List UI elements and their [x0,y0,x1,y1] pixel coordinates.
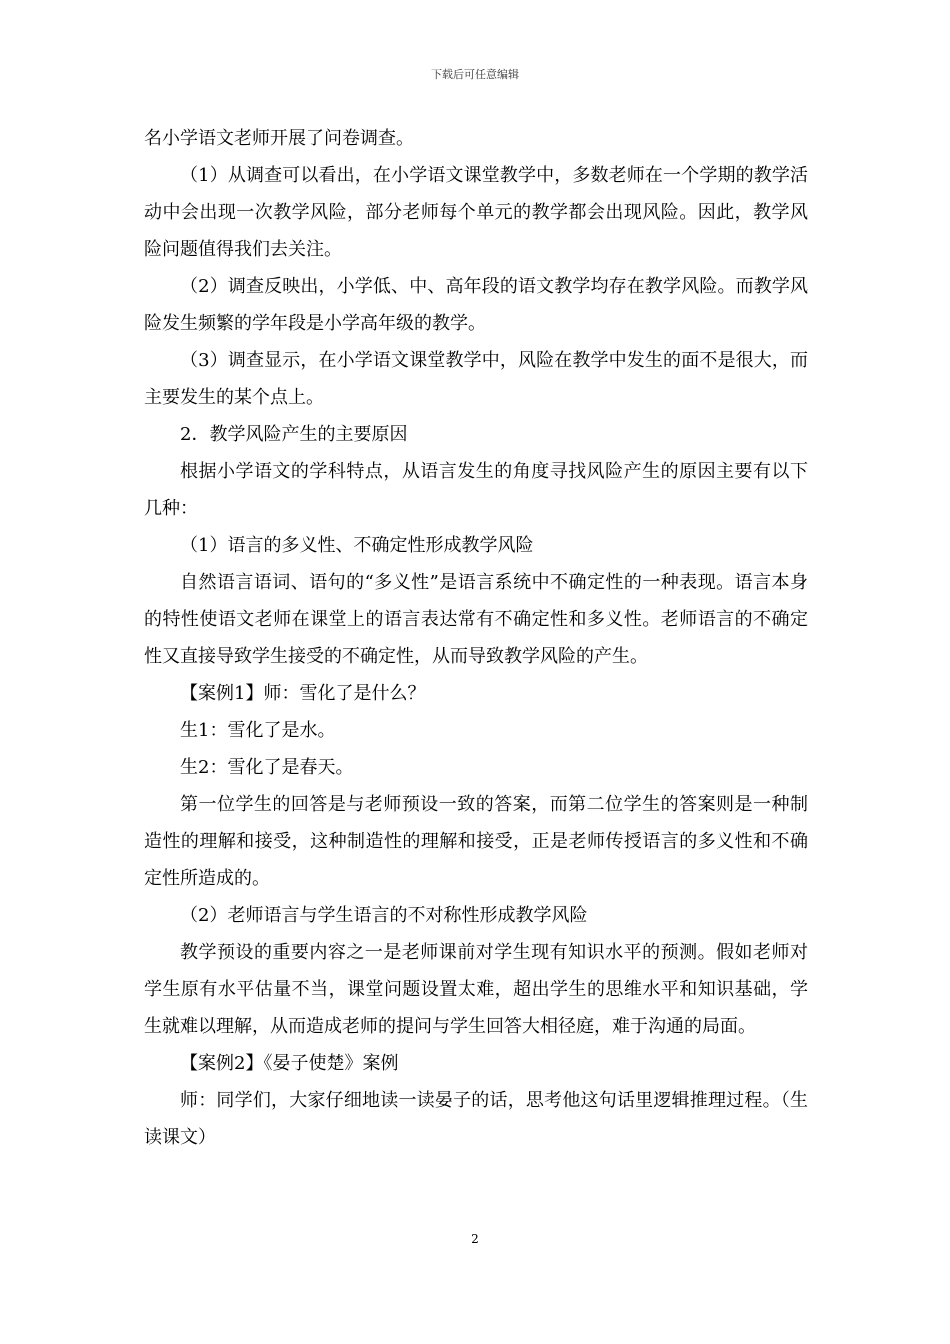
paragraph: （1）从调查可以看出，在小学语文课堂教学中，多数老师在一个学期的教学活动中会出现一次教学风险，部分老师每个单元的教学都会出现风险。因此，教学风险问题值得我们去关注。 [144,165,808,260]
paragraph: 名小学语文老师开展了问卷调查。 [144,128,414,149]
page-header: 下载后可任意编辑 [431,68,519,81]
dialogue-line: 生2：雪化了是春天。 [180,757,354,778]
section-heading: 2．教学风险产生的主要原因 [180,424,408,445]
paragraph: （2）调查反映出，小学低、中、高年段的语文教学均存在教学风险。而教学风险发生频繁的学年段是小学高年级的教学。 [144,276,808,334]
dialogue-line: 生1：雪化了是水。 [180,720,336,741]
case-title: 【案例2】《晏子使楚》案例 [180,1053,399,1074]
paragraph: 自然语言语词、语句的“多义性”是语言系统中不确定性的一种表现。语言本身的特性使语文老师在课堂上的语言表达常有不确定性和多义性。老师语言的不确定性又直接导致学生接受的不确定性，从而导致教学风险的产生。 [144,572,808,667]
case-title: 【案例1】师：雪化了是什么？ [180,683,426,704]
paragraph: 教学预设的重要内容之一是老师课前对学生现有知识水平的预测。假如老师对学生原有水平估量不当，课堂问题设置太难，超出学生的思维水平和知识基础，学生就难以理解，从而造成老师的提问与学生回答大相径庭，难于沟通的局面。 [144,942,808,1037]
dialogue-line: 师：同学们，大家仔细地读一读晏子的话，思考他这句话里逻辑推理过程。（生读课文） [144,1090,808,1148]
paragraph: 第一位学生的回答是与老师预设一致的答案，而第二位学生的答案则是一种制造性的理解和接受，这种制造性的理解和接受，正是老师传授语言的多义性和不确定性所造成的。 [144,794,808,889]
page-number: 2 [471,1232,479,1246]
paragraph: （3）调查显示，在小学语文课堂教学中，风险在教学中发生的面不是很大，而主要发生的某个点上。 [144,350,808,408]
document-body [144,120,808,1156]
subsection-heading: （2）老师语言与学生语言的不对称性形成教学风险 [180,905,588,926]
paragraph: 根据小学语文的学科特点，从语言发生的角度寻找风险产生的原因主要有以下几种： [144,461,808,519]
subsection-heading: （1）语言的多义性、不确定性形成教学风险 [180,535,534,556]
